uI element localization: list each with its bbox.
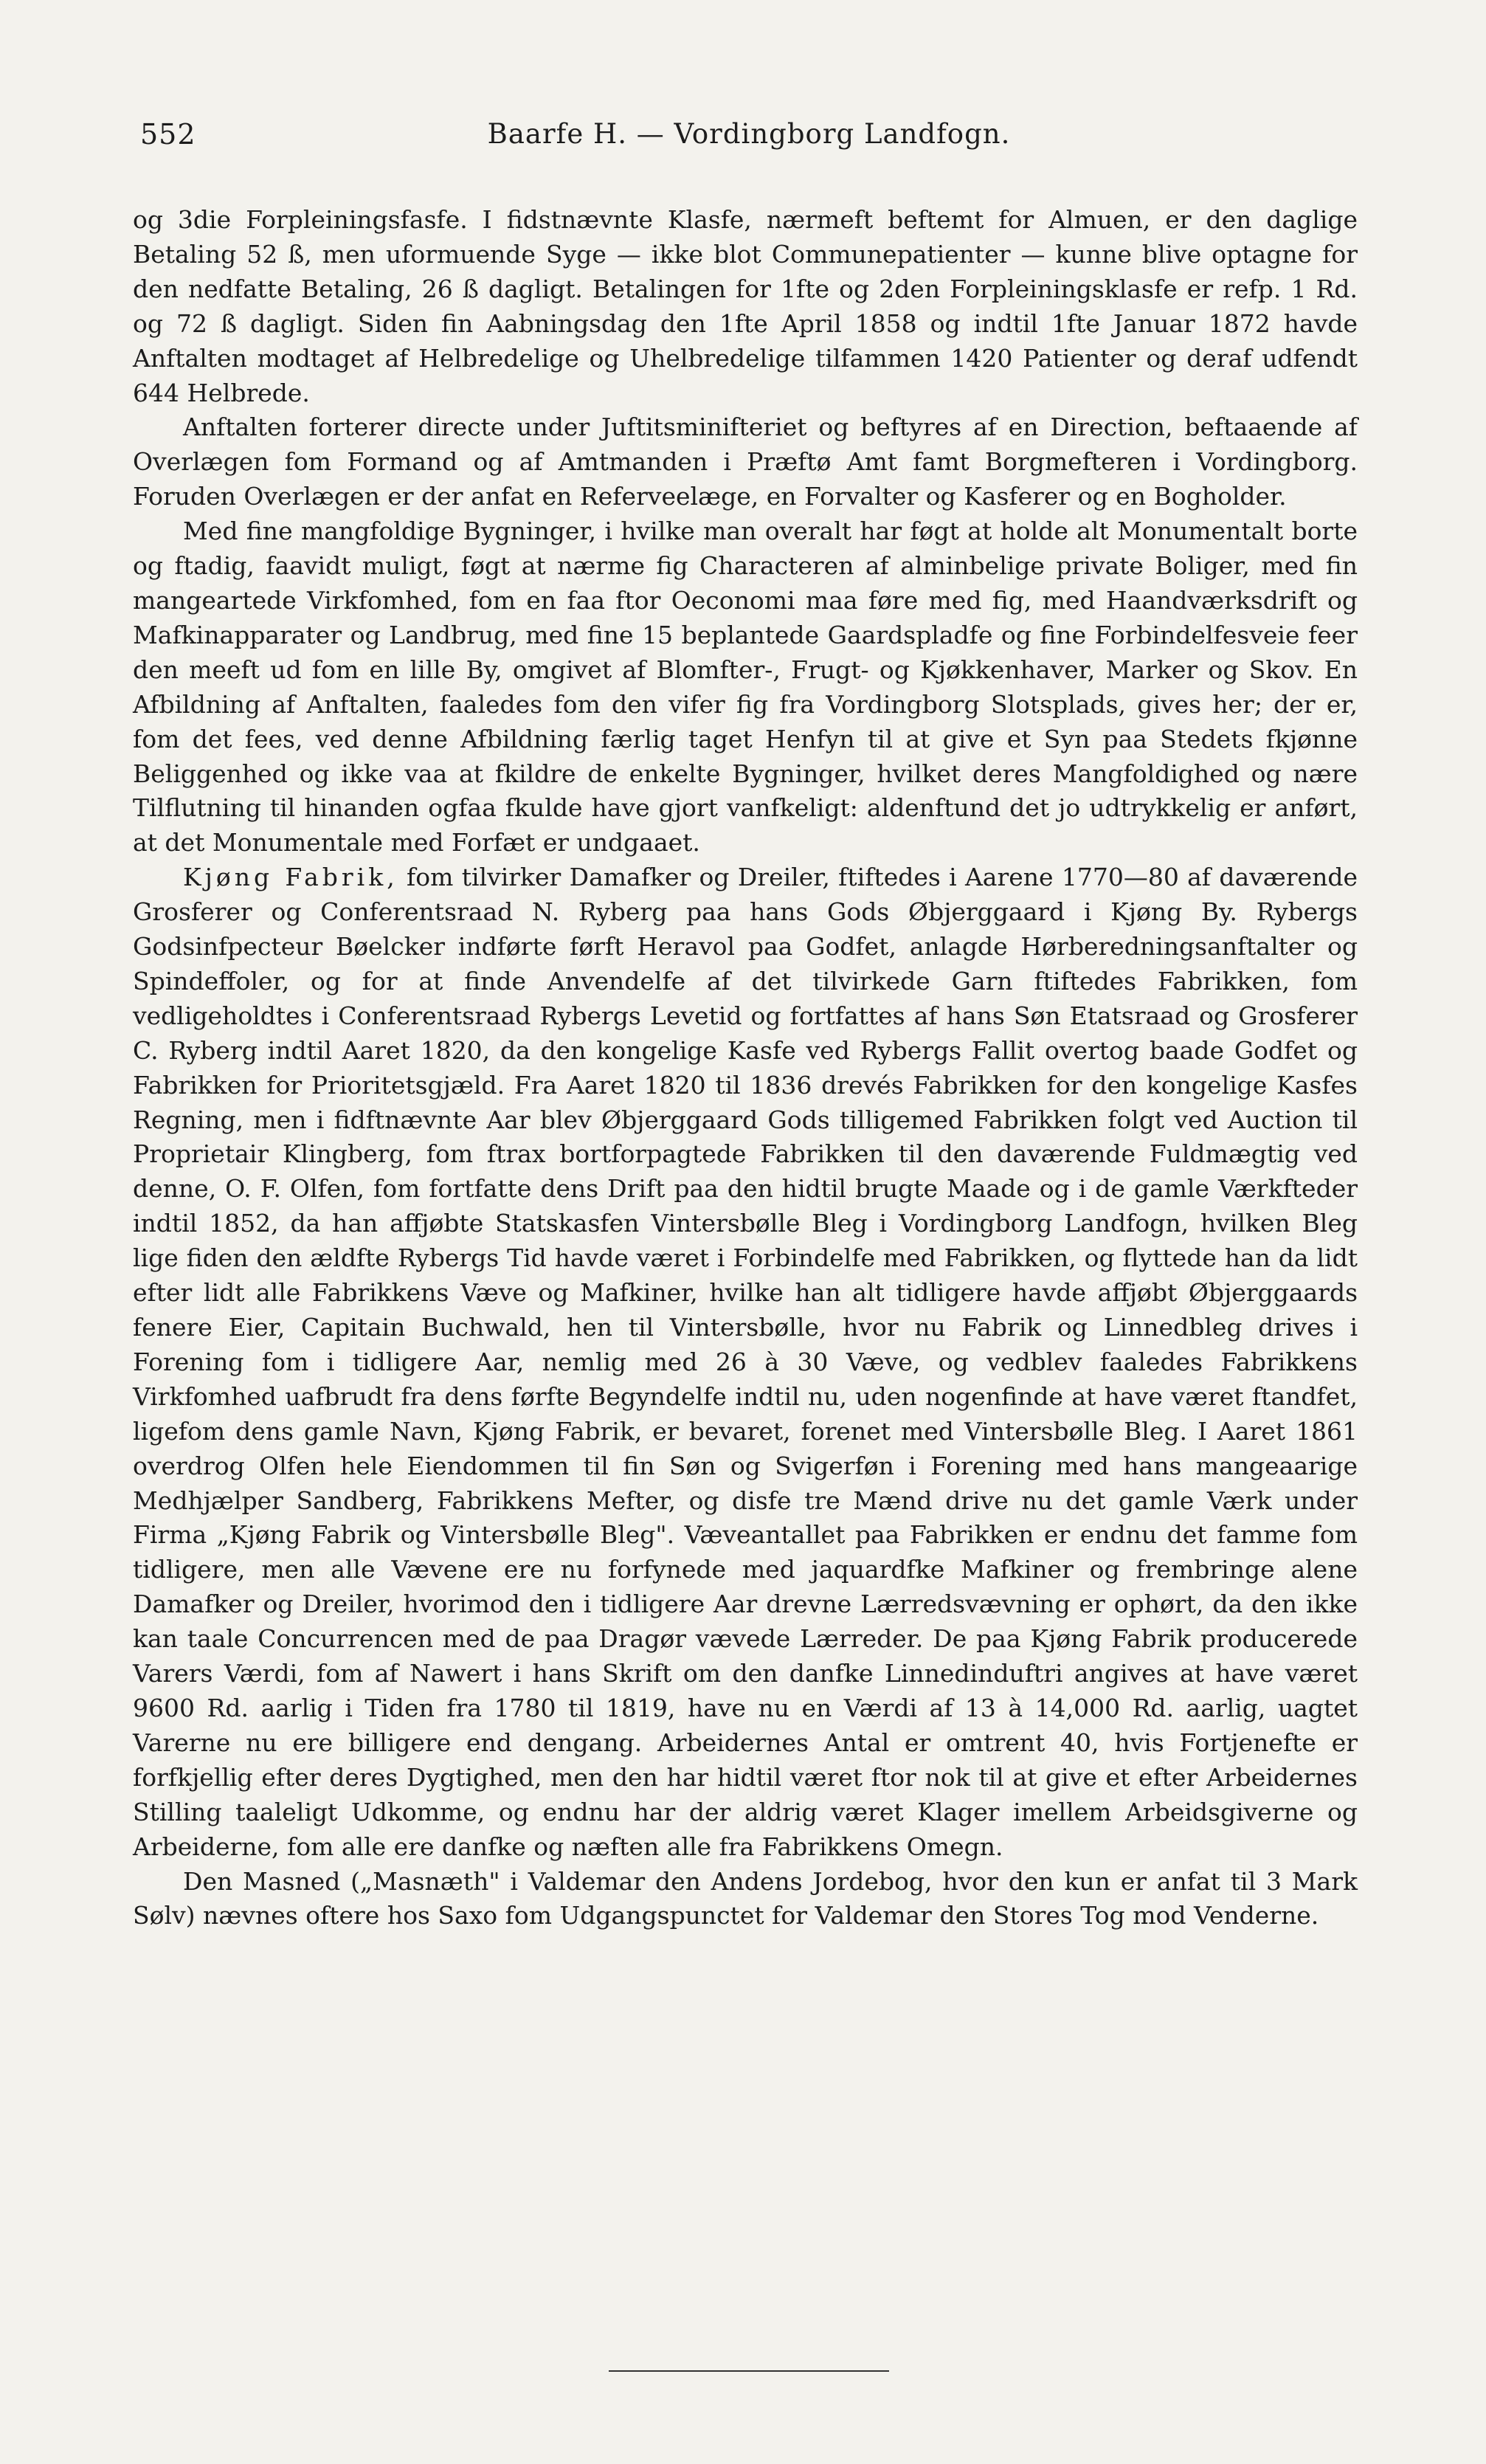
paragraph-text: Med fine mangfoldige Bygninger, i hvilke man overalt har føgt at holde alt Monumentalt borte og ftadig, faavidt muligt, føgt at nærme fig Characteren af alminbelige private Boliger, med fin mangeartede Virkfomhed, fom en faa ftor Oeconomi maa føre med fig, med Haandværksdrift og Mafkinapparater og Landbrug, med fine 15 beplantede Gaardspladfe og fine Forbindelfesveie feer den meeft ud fom en lille By, omgivet af Blomfter-, Frugt- og Kjøkkenhaver, Marker og Skov. En Afbildning af Anftalten, faaledes fom den vifer fig fra Vordingborg Slotsplads, gives her; der er, fom det fees, ved denne Afbildning færlig taget Henfyn til at give et Syn paa Stedets fkjønne Beliggenhed og ikke vaa at fkildre de enkelte Bygninger, hvilket deres Mangfoldighed og nære Tilflutning til hinanden ogfaa fkulde have gjort vanfkeligt: aldenftund det jo udtrykkelig er anført, at det Monumentale med Forfæt er undgaaet. <box>133 517 1358 857</box>
paragraph-4 <box>133 860 1358 1864</box>
paragraph-text: og 3die Forpleiningsfasfe. I fidstnævnte Klasfe, nærmeft beftemt for Almuen, er den daglige Betaling 52 ß, men uformuende Syge — ikke blot Communepatienter — kunne blive optagne for den nedfatte Betaling, 26 ß dagligt. Betalingen for 1fte og 2den Forpleiningsklasfe er refp. 1 Rd. og 72 ß dagligt. Siden fin Aabningsdag den 1fte April 1858 og indtil 1fte Januar 1872 havde Anftalten modtaget af Helbredelige og Uhelbredelige tilfammen 1420 Patienter og deraf udfendt 644 Helbrede. <box>133 205 1358 407</box>
paragraph-3 <box>133 514 1358 860</box>
page-header <box>140 118 1358 162</box>
paragraph-text: Den Masned („Masnæth" i Valdemar den Andens Jordebog, hvor den kun er anfat til 3 Mark Sølv) nævnes oftere hos Saxo fom Udgangspunctet for Valdemar den Stores Tog mod Venderne. <box>133 1866 1358 1930</box>
footer-rule <box>609 2370 889 2372</box>
paragraph-text: Anftalten forterer directe under Juftitsminifteriet og beftyres af en Direction, beftaaende af Overlægen fom Formand og af Amtmanden i Præftø Amt famt Borgmefteren i Vordingborg. Foruden Overlægen er der anfat en Referveelæge, en Forvalter og Kasferer og en Bogholder. <box>133 413 1358 511</box>
paragraph-2 <box>133 410 1358 514</box>
body-text <box>133 203 1358 1933</box>
paragraph-lead: Kjøng Fabrik, <box>183 863 398 892</box>
page-number: 552 <box>140 118 196 151</box>
paragraph-5 <box>133 1865 1358 1934</box>
paragraph-text: fom tilvirker Damafker og Dreiler, ftiftedes i Aarene 1770—80 af daværende Grosferer og Conferentsraad N. Ryberg paa hans Gods Øbjerggaard i Kjøng By. Rybergs Godsinfpecteur Bøelcker indførte førft Heravol paa Godfet, anlagde Hørberedningsanftalter og Spindeffoler, og for at finde Anvendelfe af det tilvirkede Garn ftiftedes Fabrikken, fom vedligeholdtes i Conferentsraad Rybergs Levetid og fortfattes af hans Søn Etatsraad og Grosferer C. Ryberg indtil Aaret 1820, da den kongelige Kasfe ved Rybergs Fallit overtog baade Godfet og Fabrikken for Prioritetsgjæld. Fra Aaret 1820 til 1836 drevés Fabrikken for den kongelige Kasfes Regning, men i fidftnævnte Aar blev Øbjerggaard Gods tilligemed Fabrikken folgt ved Auction til Proprietair Klingberg, fom ftrax bortforpagtede Fabrikken til den daværende Fuldmægtig ved denne, O. F. Olfen, fom fortfatte dens Drift paa den hidtil brugte Maade og i de gamle Værkfteder indtil 1852, da han affjøbte Statskasfen Vintersbølle Bleg i Vordingborg Landfogn, hvilken Bleg lige fiden den ældfte Rybergs Tid havde været i Forbindelfe med Fabrikken, og flyttede han da lidt efter lidt alle Fabrikkens Væve og Mafkiner, hvilke han alt tidligere havde affjøbt Øbjerggaards fenere Eier, Capitain Buchwald, hen til Vintersbølle, hvor nu Fabrik og Linnedbleg drives i Forening fom i tidligere Aar, nemlig med 26 à 30 Væve, og vedblev faaledes Fabrikkens Virkfomhed uafbrudt fra dens førfte Begyndelfe indtil nu, uden nogenfinde at have været ftandfet, ligefom dens gamle Navn, Kjøng Fabrik, er bevaret, forenet med Vintersbølle Bleg. I Aaret 1861 overdrog Olfen hele Eiendommen til fin Søn og Svigerføn i Forening med hans mangeaarige Medhjælper Sandberg, Fabrikkens Mefter, og disfe tre Mænd drive nu det gamle Værk under Firma „Kjøng Fabrik og Vintersbølle Bleg". Væveantallet paa Fabrikken er endnu det famme fom tidligere, men alle Vævene ere nu forfynede med jaquardfke Mafkiner og frembringe alene Damafker og Dreiler, hvorimod den i tidligere Aar drevne Lærredsvævning er ophørt, da den ikke kan taale Concurrencen med de paa Dragør vævede Lærreder. De paa Kjøng Fabrik producerede Varers Værdi, fom af Nawert i hans Skrift om den danfke Linnedinduftri angives at have været 9600 Rd. aarlig i Tiden fra 1780 til 1819, have nu en Værdi af 13 à 14,000 Rd. aarlig, uagtet Varerne nu ere billigere end dengang. Arbeidernes Antal er omtrent 40, hvis Fortjenefte er forfkjellig efter deres Dygtighed, men den har hidtil været ftor nok til at give et efter Arbeidernes Stilling taaleligt Udkomme, og endnu har der aldrig været Klager imellem Arbeidsgiverne og Arbeiderne, fom alle ere danfke og næften alle fra Fabrikkens Omegn. <box>133 863 1358 1861</box>
paragraph-1 <box>133 203 1358 410</box>
running-head: Baarfe H. — Vordingborg Landfogn. <box>487 118 1011 150</box>
